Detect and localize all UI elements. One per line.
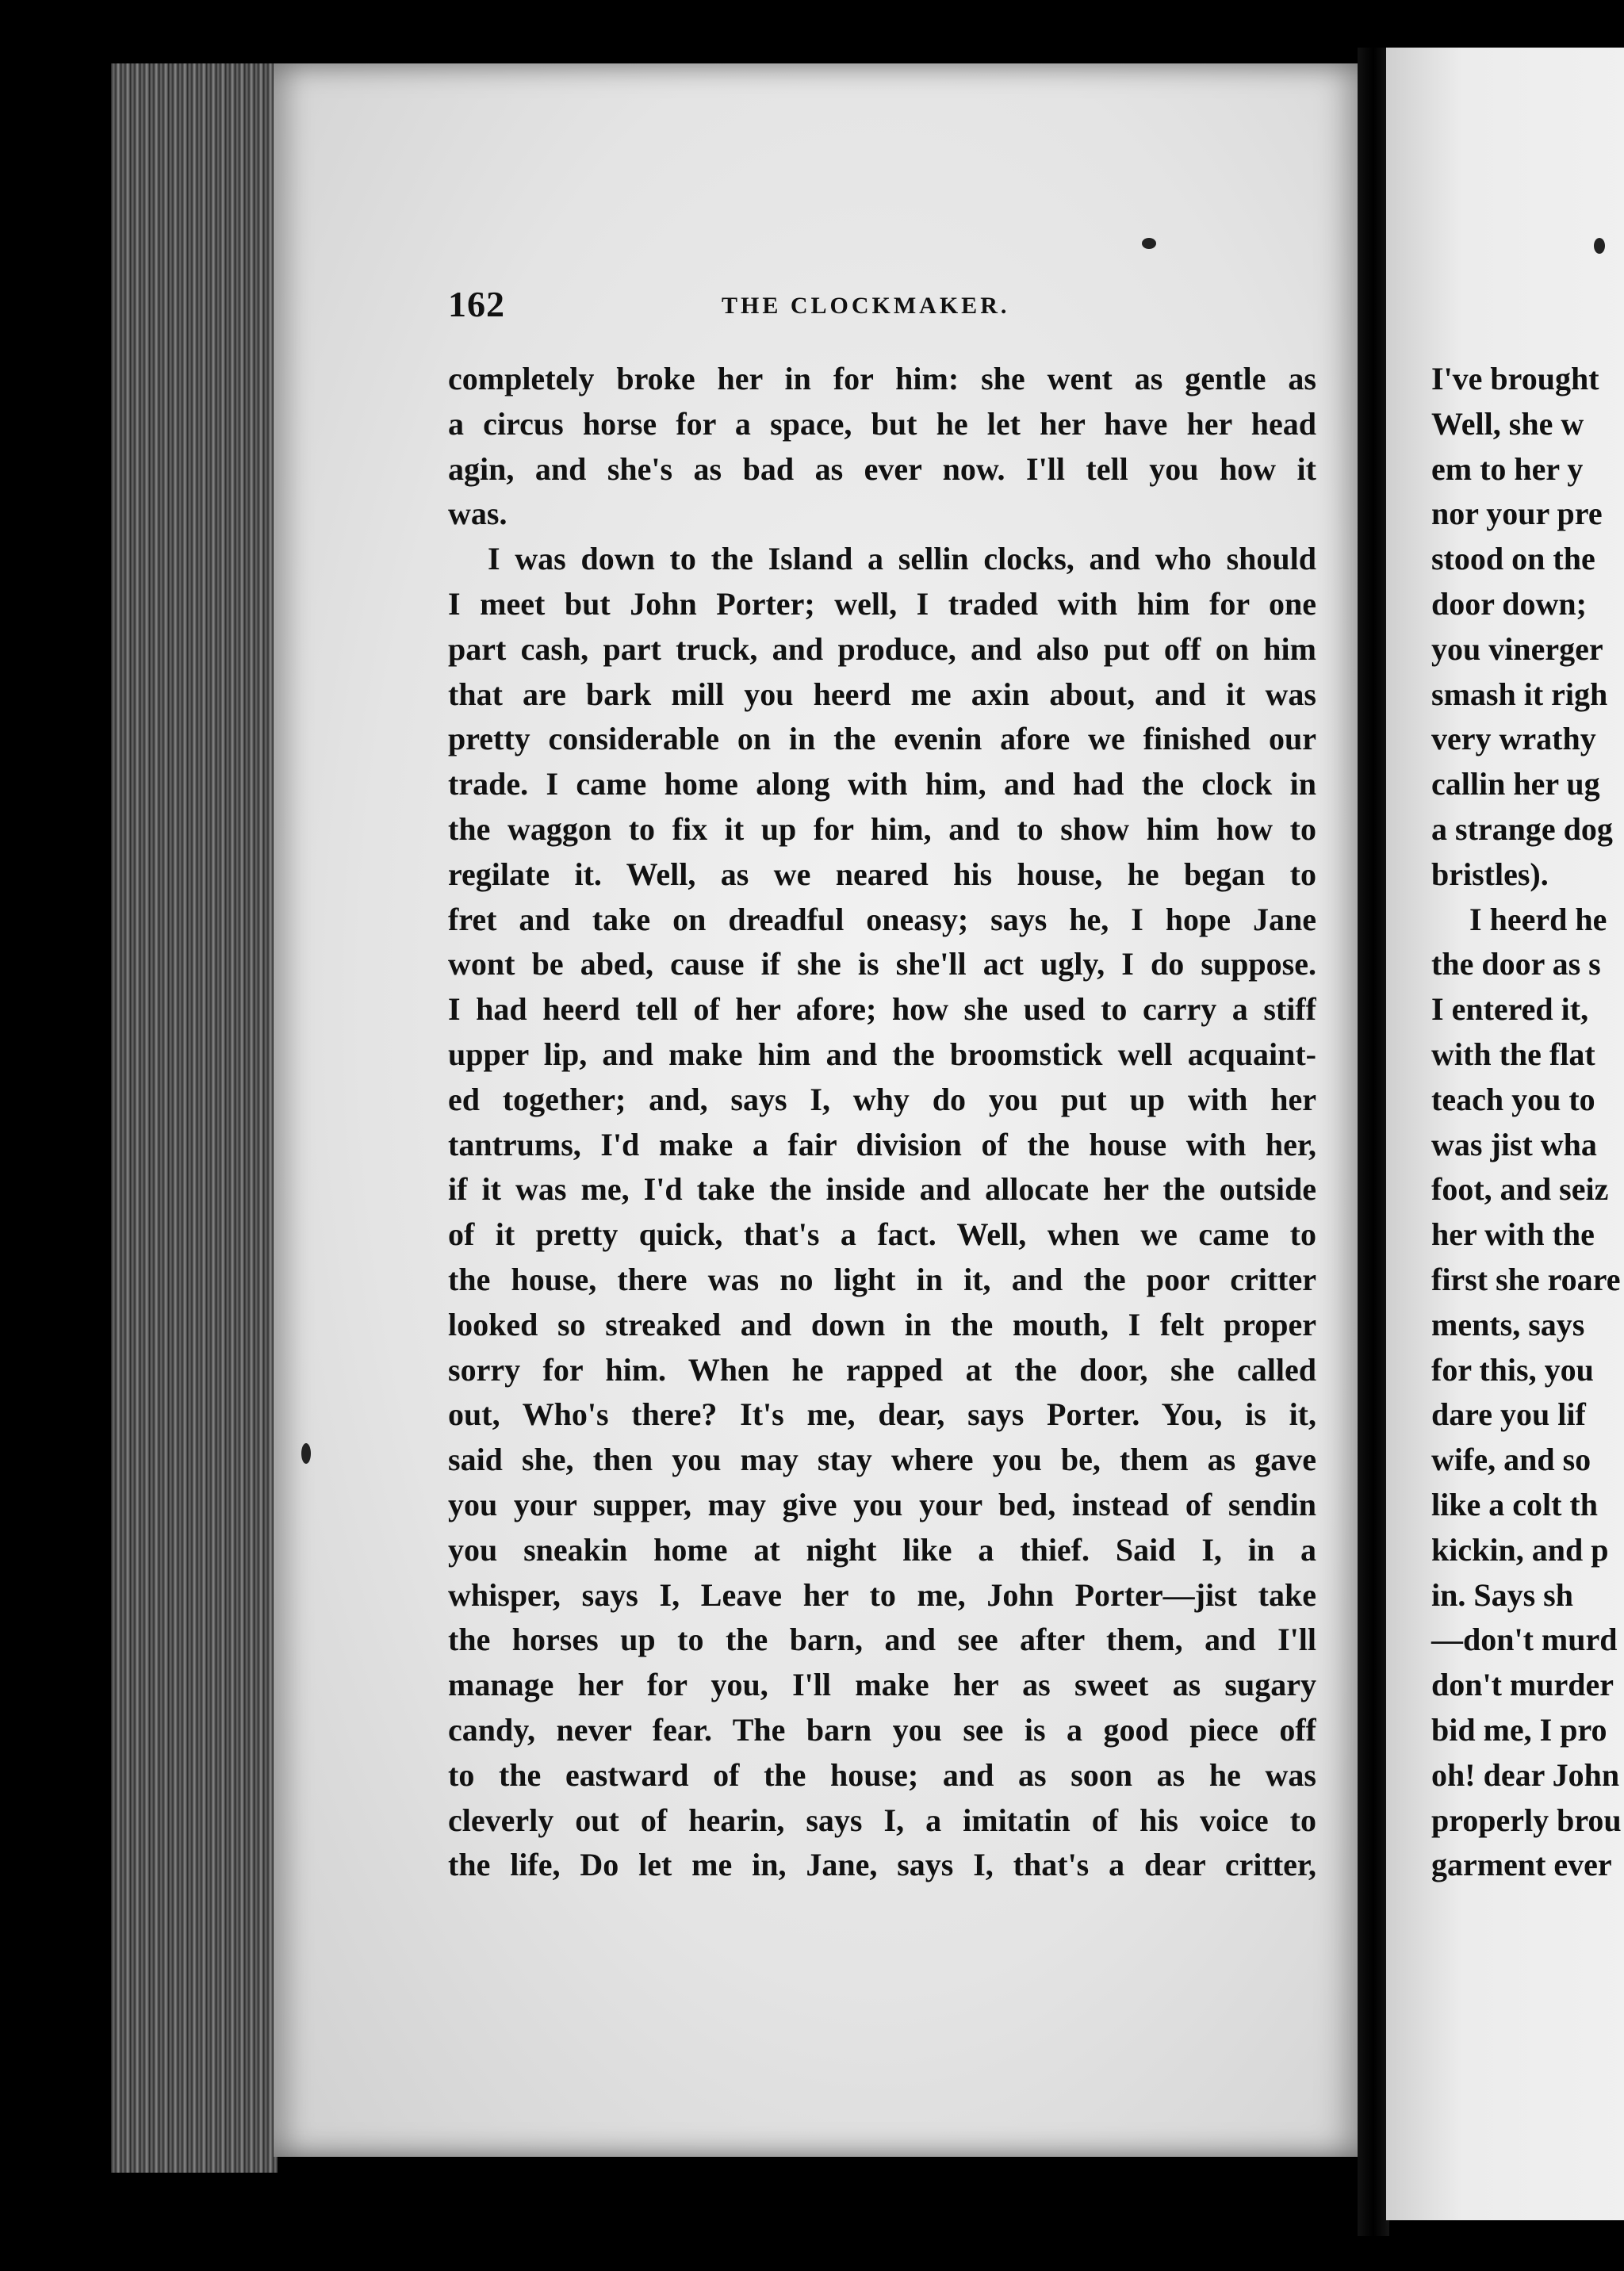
text-line: the house, there was no light in it, and the poor critter xyxy=(448,1261,1316,1297)
text-line: agin, and she's as bad as ever now. I'll tell you how it xyxy=(448,450,1316,487)
right-text-fragment: her with the xyxy=(1431,1216,1595,1253)
body-text xyxy=(448,357,1316,1888)
right-text-fragment: with the flat xyxy=(1431,1036,1595,1072)
right-text-fragment: Well, she w xyxy=(1431,405,1584,442)
scan-speck xyxy=(1594,238,1605,254)
text-line: part cash, part truck, and produce, and also put off on him xyxy=(448,630,1316,667)
text-line: of it pretty quick, that's a fact. Well, when we came to xyxy=(448,1216,1316,1253)
right-text-fragment: teach you to xyxy=(1431,1081,1595,1117)
right-text-fragment: nor your pre xyxy=(1431,496,1603,532)
page-edge-stack xyxy=(111,63,278,2173)
right-text-fragment: I heerd he xyxy=(1469,901,1607,937)
scan-speck xyxy=(301,1443,311,1464)
text-line: out, Who's there? It's me, dear, says Porter. You, is it, xyxy=(448,1396,1316,1433)
right-text-fragment: a strange dog xyxy=(1431,810,1613,847)
text-line: I was down to the Island a sellin clocks, and who should xyxy=(488,541,1316,577)
text-line: you sneakin home at night like a thief. Said I, in a xyxy=(448,1531,1316,1568)
right-text-fragment: properly brou xyxy=(1431,1802,1622,1838)
right-text-fragment: I've brought xyxy=(1431,361,1599,396)
running-head xyxy=(448,283,1344,331)
book-gutter xyxy=(1358,48,1389,2236)
text-line: I had heerd tell of her afore; how she used to carry a stiff xyxy=(448,991,1316,1028)
text-line: tantrums, I'd make a fair division of the house with her, xyxy=(448,1126,1316,1162)
text-line: if it was me, I'd take the inside and allocate her the outside xyxy=(448,1171,1316,1208)
text-line: cleverly out of hearin, says I, a imitatin of his voice to xyxy=(448,1802,1316,1838)
right-text-fragment: em to her y xyxy=(1431,450,1584,487)
right-text-fragment: callin her ug xyxy=(1431,766,1600,802)
right-text-fragment: smash it righ xyxy=(1431,676,1608,712)
text-line: manage her for you, I'll make her as sweet as sugary xyxy=(448,1667,1316,1703)
right-text-fragment: —don't murd xyxy=(1431,1622,1618,1658)
right-text-fragment: was jist wha xyxy=(1431,1126,1597,1162)
right-text-fragment: wife, and so xyxy=(1431,1442,1591,1478)
text-line: said she, then you may stay where you be, them as gave xyxy=(448,1442,1316,1478)
right-text-fragment: the door as s xyxy=(1431,946,1601,982)
text-line: you your supper, may give you your bed, instead of sendin xyxy=(448,1486,1316,1522)
text-line: regilate it. Well, as we neared his house, he began to xyxy=(448,856,1316,892)
right-text-fragment: oh! dear John xyxy=(1431,1756,1620,1793)
text-line: completely broke her in for him: she went as gentle as xyxy=(448,361,1316,396)
text-line: candy, never fear. The barn you see is a good piece off xyxy=(448,1711,1316,1748)
right-page-text xyxy=(1431,357,1624,1888)
right-text-fragment: dare you lif xyxy=(1431,1396,1586,1433)
right-text-fragment: bid me, I pro xyxy=(1431,1711,1607,1748)
text-line: the horses up to the barn, and see after them, and I'll xyxy=(448,1622,1316,1658)
right-text-fragment: foot, and seiz xyxy=(1431,1171,1609,1208)
right-text-fragment: ments, says xyxy=(1431,1306,1585,1342)
page-number: 162 xyxy=(448,284,505,324)
right-text-fragment: door down; xyxy=(1431,585,1587,622)
right-text-fragment: first she roare xyxy=(1431,1261,1621,1297)
right-text-fragment: in. Says sh xyxy=(1431,1576,1573,1613)
text-line: the waggon to fix it up for him, and to show him how to xyxy=(448,810,1316,847)
right-text-fragment: don't murder xyxy=(1431,1667,1614,1703)
text-line: pretty considerable on in the evenin afore we finished our xyxy=(448,721,1316,757)
text-line: was. xyxy=(448,496,508,532)
right-text-fragment: like a colt th xyxy=(1431,1486,1598,1522)
text-line: ed together; and, says I, why do you put up with her xyxy=(448,1081,1316,1117)
text-line: that are bark mill you heerd me axin about, and it was xyxy=(448,676,1316,712)
scan-speck xyxy=(1142,238,1156,249)
right-text-fragment: bristles). xyxy=(1431,856,1549,892)
running-title: THE CLOCKMAKER. xyxy=(722,293,1010,319)
right-text-fragment: you vinerger xyxy=(1431,630,1603,667)
text-line: fret and take on dreadful oneasy; says he, I hope Jane xyxy=(448,901,1316,937)
right-text-fragment: I entered it, xyxy=(1431,991,1589,1028)
text-line: sorry for him. When he rapped at the door, she called xyxy=(448,1351,1316,1388)
text-line: to the eastward of the house; and as soon as he was xyxy=(448,1756,1316,1793)
text-line: wont be abed, cause if she is she'll act ugly, I do suppose. xyxy=(448,946,1316,982)
text-line: a circus horse for a space, but he let her have her head xyxy=(448,405,1316,442)
text-line: I meet but John Porter; well, I traded with him for one xyxy=(448,585,1316,622)
text-line: trade. I came home along with him, and had the clock in xyxy=(448,766,1316,802)
right-text-fragment: very wrathy xyxy=(1431,721,1596,757)
right-text-fragment: garment ever xyxy=(1431,1847,1612,1883)
text-line: looked so streaked and down in the mouth, I felt proper xyxy=(448,1306,1316,1342)
right-text-fragment: stood on the xyxy=(1431,541,1595,577)
text-line: upper lip, and make him and the broomstick well acquaint- xyxy=(448,1036,1316,1072)
text-line: whisper, says I, Leave her to me, John Porter—jist take xyxy=(448,1576,1316,1613)
right-text-fragment: for this, you xyxy=(1431,1351,1594,1388)
right-text-fragment: kickin, and p xyxy=(1431,1531,1609,1568)
text-line: the life, Do let me in, Jane, says I, that's a dear critter, xyxy=(448,1847,1316,1883)
